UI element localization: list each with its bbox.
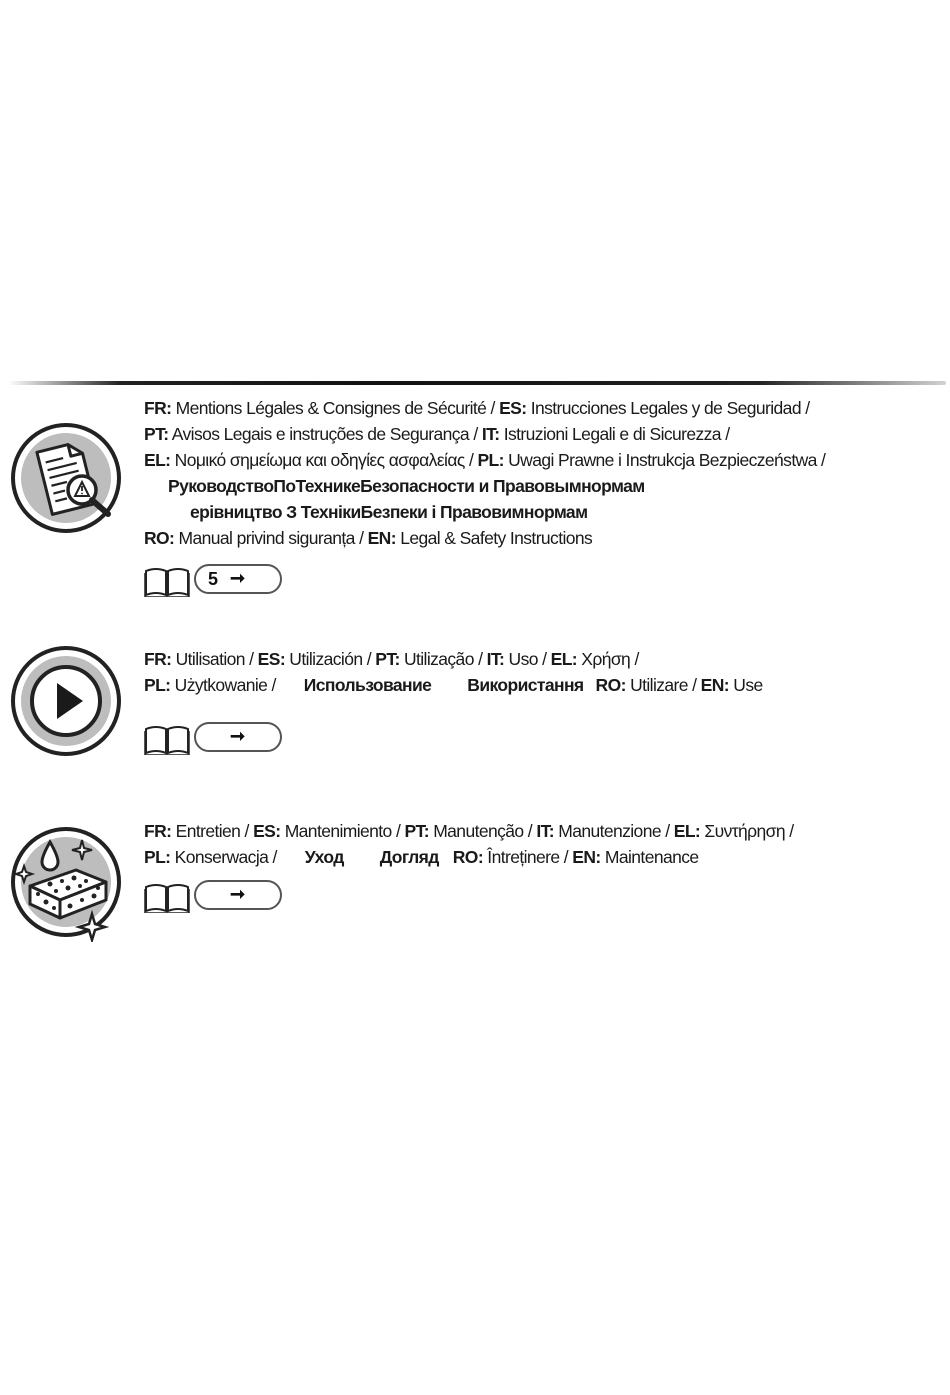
document-warning-magnifier-icon — [10, 422, 122, 534]
legal-line-ro-en: RO: Manual privind siguranța / EN: Legal & Safety Instructions — [144, 528, 593, 548]
legal-safety-titles — [144, 395, 934, 551]
book-icon — [144, 881, 190, 913]
maintenance-line-2: PL: Konserwacja / Уход Догляд RO: Întreținere / EN: Maintenance — [144, 847, 699, 867]
page-ref-pill[interactable] — [194, 880, 282, 910]
arrow-right-icon: ➞ — [230, 726, 246, 746]
legal-line-3: EL: Νομικό σημείωμα και οδηγίες ασφαλείας / PL: Uwagi Prawne i Instrukcja Bezpieczeństwa / — [144, 450, 826, 470]
maintenance-titles — [144, 818, 934, 870]
legal-line-2: PT: Avisos Legais e instruções de Segurança / IT: Istruzioni Legali e di Sicurezza / — [144, 424, 730, 444]
sponge-cleaning-icon — [10, 826, 122, 938]
legal-line-ru: РуководствоПоТехникеБезопасности и Правовымнормам — [168, 476, 645, 496]
legal-line-1: FR: Mentions Légales & Consignes de Sécurité / ES: Instrucciones Legales y de Seguridad / — [144, 398, 810, 418]
page-reference-legal[interactable] — [144, 563, 289, 599]
maintenance-line-1: FR: Entretien / ES: Mantenimiento / PT: Manutenção / IT: Manutenzione / EL: Συντήρηση / — [144, 821, 794, 841]
book-icon — [144, 723, 190, 755]
page-reference-use[interactable] — [144, 721, 289, 757]
use-titles — [144, 646, 934, 698]
use-line-2: PL: Użytkowanie / Использование Використання RO: Utilizare / EN: Use — [144, 675, 763, 695]
play-icon — [10, 645, 122, 757]
page-ref-pill[interactable] — [194, 722, 282, 752]
arrow-right-icon: ➞ — [230, 884, 246, 904]
page-reference-maintenance[interactable] — [144, 879, 289, 915]
use-line-1: FR: Utilisation / ES: Utilización / PT: Utilização / IT: Uso / EL: Χρήση / — [144, 649, 639, 669]
page-number: 5 — [208, 569, 219, 589]
book-icon — [144, 565, 190, 597]
arrow-right-icon: ➞ — [230, 568, 246, 588]
legal-line-uk: ерівництво З ТехнікиБезпеки і Правовимнормам — [190, 502, 588, 522]
page-ref-pill[interactable] — [194, 564, 282, 594]
top-divider-rule — [8, 381, 946, 385]
